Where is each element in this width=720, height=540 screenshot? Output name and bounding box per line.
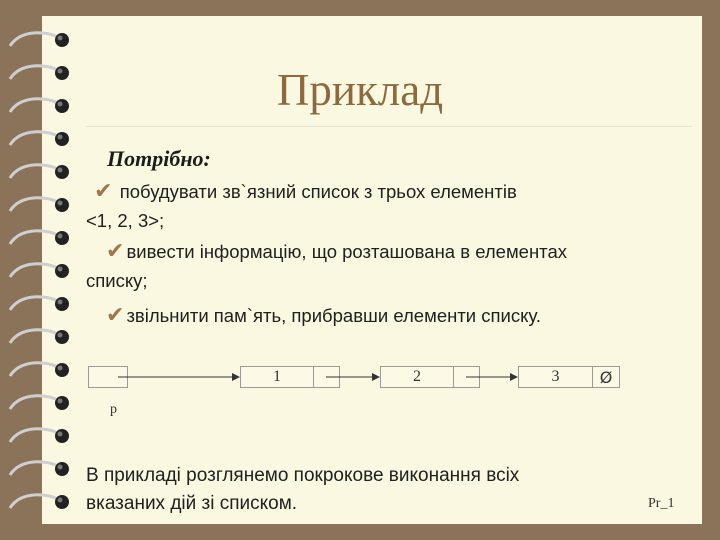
checkmark-icon: ✔ (106, 238, 125, 263)
node-value: 1 (240, 366, 314, 388)
null-pointer: Ø (592, 366, 620, 388)
slide-number: Pr_1 (648, 496, 675, 511)
checkmark-icon: ✔ (94, 178, 113, 203)
summary-line: вказаних дій зі списком. (86, 493, 298, 514)
task-item-text: вивести інформацію, що розташована в елементах (126, 241, 567, 262)
summary-text (86, 462, 519, 518)
task-heading: Потрібно: (107, 146, 211, 171)
node-value: 2 (380, 366, 454, 388)
node-value: 3 (518, 366, 593, 388)
task-item-text: звільнити пам`ять, прибравши елементи списку. (126, 305, 541, 326)
checkmark-icon: ✔ (106, 302, 125, 327)
slide-title: Приклад (276, 65, 444, 115)
task-item-text: побудувати зв`язний список з трьох елементів (119, 181, 517, 202)
task-item-text: списку; (86, 270, 148, 291)
task-item-text: <1, 2, 3>; (86, 210, 165, 231)
summary-line: В прикладі розглянемо покрокове виконання всіх (86, 465, 520, 486)
pointer-label: p (110, 402, 117, 417)
